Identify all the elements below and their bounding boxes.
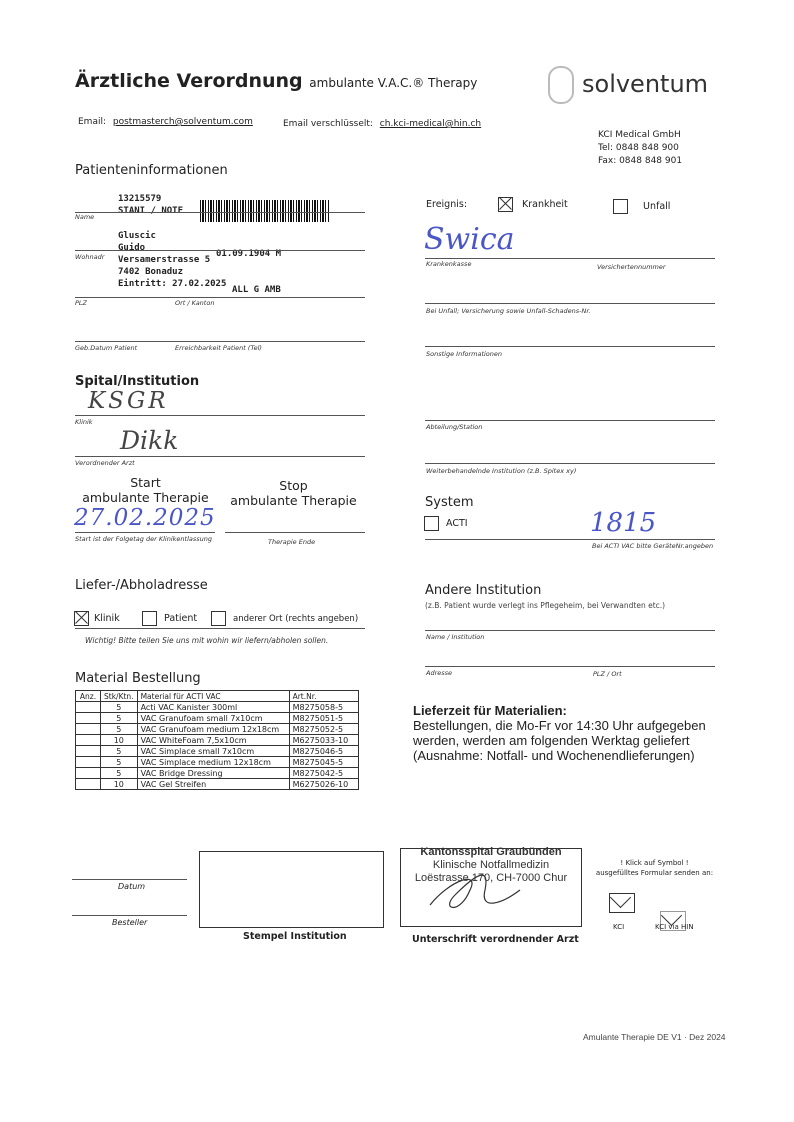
table-row (76, 735, 359, 746)
signature-scribble (420, 860, 530, 920)
address-label: Wohnadr (75, 253, 105, 261)
patient-last-name: Gluscic (118, 231, 156, 241)
sticker-code: STANI / NOTF (118, 206, 184, 216)
datum-label: Datum (118, 882, 146, 891)
col-material: Material für ACTI VAC (137, 691, 289, 702)
form-title (75, 70, 477, 92)
start-note: Start ist der Folgetag der Klinikentlassung (75, 535, 213, 543)
followup-label: Weiterbehandelnde Institution (z.B. Spitex xy) (426, 467, 577, 475)
qty-cell[interactable] (76, 768, 101, 779)
stop-line1: Stop (279, 478, 308, 493)
acti-option[interactable] (424, 516, 468, 531)
qty-cell[interactable] (76, 702, 101, 713)
artnr-cell: M8275052-5 (289, 724, 358, 735)
version-label: Amulante Therapie DE V1 · Dez 2024 (583, 1032, 726, 1042)
dept-label: Abteilung/Station (426, 423, 483, 431)
device-label: Bei ACTI VAC bitte GeräteNr.angeben (592, 542, 714, 550)
ward-code: ALL G AMB (232, 285, 281, 295)
material-cell: VAC Granufoam small 7x10cm (137, 713, 289, 724)
patient-label: Patient (164, 613, 198, 624)
patient-address-block (118, 230, 226, 290)
patient-street: Versamerstrasse 5 (118, 255, 211, 265)
delivery-time-heading: Lieferzeit für Materialien: (413, 703, 567, 718)
materials-table (75, 690, 359, 790)
doctor-handwritten: Dikk (120, 426, 179, 455)
material-cell: VAC Granufoam medium 12x18cm (137, 724, 289, 735)
table-row (76, 757, 359, 768)
logo-text: solventum (582, 70, 709, 98)
stop-heading (226, 478, 361, 508)
email-enc-link[interactable]: ch.kci-medical@hin.ch (379, 119, 482, 129)
qty-cell[interactable] (76, 713, 101, 724)
stamp-box (199, 851, 384, 928)
artnr-cell: M8275051-5 (289, 713, 358, 724)
pack-cell: 5 (101, 757, 138, 768)
pack-cell: 5 (101, 724, 138, 735)
start-heading (78, 475, 213, 505)
table-row (76, 702, 359, 713)
delivery-note: Wichtig! Bitte teilen Sie uns mit wohin wir liefern/abholen sollen. (85, 636, 329, 645)
delivery-other-option[interactable] (211, 611, 358, 626)
artnr-cell: M8275042-5 (289, 768, 358, 779)
doctor-label: Verordnender Arzt (75, 459, 135, 467)
delivery-klinik-option[interactable] (74, 611, 120, 626)
col-stk: Stk/Ktn. (101, 691, 138, 702)
artnr-cell: M8275045-5 (289, 757, 358, 768)
delivery-patient-option[interactable] (142, 611, 197, 626)
patient-checkbox[interactable] (142, 611, 157, 626)
delivery-time-line1: Bestellungen, die Mo-Fr vor 14:30 Uhr aufgegeben (413, 718, 706, 733)
other-inst-name-label: Name / Institution (426, 633, 485, 641)
title-subtitle: ambulante V.A.C.® Therapy (309, 76, 478, 90)
clinic-label: Klinik (75, 418, 93, 426)
table-row (76, 746, 359, 757)
besteller-label: Besteller (112, 918, 148, 927)
other-place-label: anderer Ort (rechts angeben) (233, 614, 359, 624)
patient-city: 7402 Bonaduz (118, 267, 184, 277)
title-main: Ärztliche Verordnung (75, 70, 303, 92)
email-link[interactable]: postmasterch@solventum.com (112, 117, 253, 127)
stop-line2: ambulante Therapie (230, 493, 357, 508)
click-line1: ! Klick auf Symbol ! (620, 859, 689, 867)
col-artnr: Art.Nr. (289, 691, 358, 702)
insurer-label: Krankenkasse (426, 260, 472, 268)
start-date-handwritten: 27.02.2025 (74, 505, 216, 531)
ort-label: Ort / Kanton (175, 299, 215, 307)
email-enc-label: Email verschlüsselt: (283, 119, 373, 129)
unfall-checkbox[interactable] (613, 199, 628, 214)
stamp-label: Stempel Institution (243, 931, 347, 942)
pack-cell: 5 (101, 702, 138, 713)
other-inst-heading: Andere Institution (425, 583, 542, 598)
clinic-handwritten: KSGR (88, 388, 169, 414)
patient-entry: Eintritt: 27.02.2025 (118, 279, 227, 289)
acti-label: ACTI (446, 518, 468, 529)
patient-dob: 01.09.1904 M (216, 249, 282, 259)
other-info-label: Sonstige Informationen (426, 350, 503, 358)
patient-heading: Patienteninformationen (75, 163, 228, 178)
delivery-time-line2: werden, werden am folgenden Werktag geliefert (413, 733, 690, 748)
table-row (76, 724, 359, 735)
email-row (78, 117, 253, 127)
system-heading: System (425, 495, 474, 510)
event-label: Ereignis: (426, 199, 468, 210)
artnr-cell: M6275033-10 (289, 735, 358, 746)
table-row (76, 713, 359, 724)
email-label: Email: (78, 117, 107, 127)
mail-kci-icon[interactable] (609, 893, 635, 913)
delivery-heading: Liefer-/Abholadresse (75, 578, 208, 593)
qty-cell[interactable] (76, 779, 101, 790)
solventum-logo (548, 66, 708, 104)
qty-cell[interactable] (76, 757, 101, 768)
company-contact (598, 129, 682, 168)
col-anz: Anz. (76, 691, 101, 702)
barcode (200, 200, 330, 222)
qty-cell[interactable] (76, 735, 101, 746)
pack-cell: 10 (101, 779, 138, 790)
device-handwritten: 1815 (590, 508, 657, 538)
pack-cell: 5 (101, 713, 138, 724)
pack-cell: 10 (101, 735, 138, 746)
artnr-cell: M8275058-5 (289, 702, 358, 713)
insurer-handwritten: Swica (424, 222, 515, 257)
send-instructions (592, 858, 717, 878)
materials-header-row (76, 691, 359, 702)
material-cell: Acti VAC Kanister 300ml (137, 702, 289, 713)
material-cell: VAC WhiteFoam 7,5x10cm (137, 735, 289, 746)
other-inst-plz-label: PLZ / Ort (593, 670, 622, 678)
hospital-stamp-line3: Loëstrasse 170, CH-7000 Chur (414, 872, 568, 884)
material-cell: VAC Bridge Dressing (137, 768, 289, 779)
artnr-cell: M6275026-10 (289, 779, 358, 790)
patient-sticker (118, 193, 183, 217)
sticker-id: 13215579 (118, 194, 162, 204)
insured-no-label: Versichertennummer (597, 263, 666, 271)
klinik-checkbox[interactable] (74, 611, 89, 626)
dob-label: Geb.Datum Patient (75, 344, 138, 352)
material-cell: VAC Simplace medium 12x18cm (137, 757, 289, 768)
table-row (76, 768, 359, 779)
delivery-time-line3: (Ausnahme: Notfall- und Wochenendlieferungen) (413, 748, 695, 763)
patient-first-name: Guido (118, 243, 146, 253)
unfall-option[interactable] (613, 199, 670, 214)
start-line2: ambulante Therapie (82, 490, 209, 505)
hospital-stamp-line2: Klinische Notfallmedizin (432, 859, 550, 871)
qty-cell[interactable] (76, 724, 101, 735)
other-place-checkbox[interactable] (211, 611, 226, 626)
krankheit-option[interactable] (498, 197, 568, 212)
pack-cell: 5 (101, 768, 138, 779)
end-label: Therapie Ende (268, 538, 316, 546)
phone-label: Erreichbarkeit Patient (Tel) (175, 344, 262, 352)
klinik-label: Klinik (94, 613, 120, 624)
pack-cell: 5 (101, 746, 138, 757)
material-cell: VAC Simplace small 7x10cm (137, 746, 289, 757)
click-line2: ausgefülltes Formular senden an: (595, 869, 714, 877)
table-row (76, 779, 359, 790)
acti-checkbox[interactable] (424, 516, 439, 531)
krankheit-checkbox[interactable] (498, 197, 513, 212)
other-inst-address-label: Adresse (426, 669, 453, 677)
other-inst-sub: (z.B. Patient wurde verlegt ins Pflegeheim, bei Verwandten etc.) (425, 601, 666, 610)
start-line1: Start (130, 475, 161, 490)
signature-label: Unterschrift verordnender Arzt (412, 934, 579, 945)
krankheit-label: Krankheit (522, 199, 568, 210)
email-enc-row (283, 119, 481, 129)
unfall-label: Unfall (643, 201, 671, 212)
material-cell: VAC Gel Streifen (137, 779, 289, 790)
name-label: Name (75, 213, 95, 221)
materials-heading: Material Bestellung (75, 671, 201, 686)
plz-label: PLZ (75, 299, 87, 307)
artnr-cell: M8275046-5 (289, 746, 358, 757)
company-name: KCI Medical GmbH (598, 130, 681, 140)
company-fax: Fax: 0848 848 901 (598, 156, 683, 166)
logo-mark-icon (548, 66, 574, 104)
accident-label: Bei Unfall; Versicherung sowie Unfall-Schadens-Nr. (426, 307, 591, 315)
institution-heading: Spital/Institution (75, 374, 200, 389)
kci-hin-label: KCI via HIN (655, 923, 694, 931)
company-tel: Tel: 0848 848 900 (598, 143, 679, 153)
hospital-stamp-line1: Kantonsspital Graubünden (420, 846, 562, 858)
delivery-time-block (413, 703, 706, 763)
kci-label: KCI (613, 923, 625, 931)
qty-cell[interactable] (76, 746, 101, 757)
